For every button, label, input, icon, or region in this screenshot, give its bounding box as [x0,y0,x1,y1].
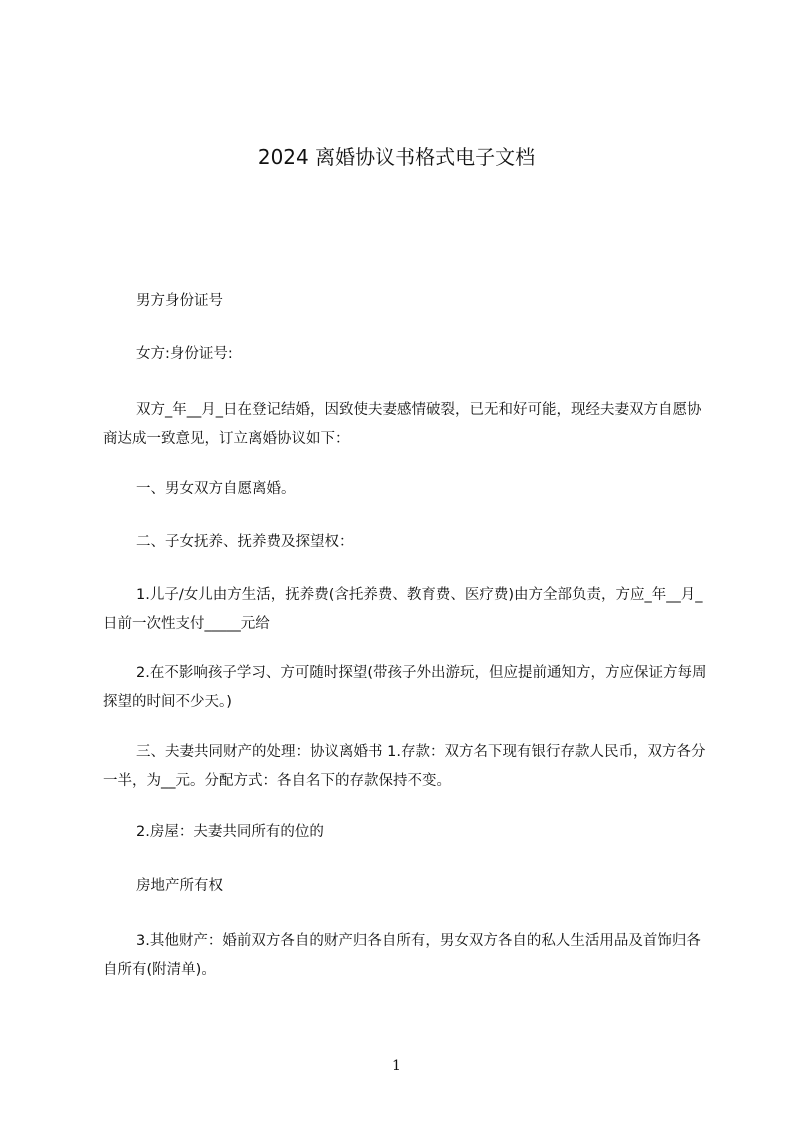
paragraph-real-estate: 房地产所有权 [136,878,223,894]
paragraph-female-id: 女方:身份证号: [136,346,233,362]
paragraph-marriage-statement: 双方_年__月_日在登记结婚，因致使夫妻感情破裂，已无和好可能，现经夫妻双方自愿协商达成一致意见，订立离婚协议如下： [103,402,702,447]
page-number: 1 [392,1058,401,1074]
paragraph-house: 2.房屋：夫妻共同所有的位的 [136,824,324,840]
paragraph-visitation: 2.在不影响孩子学习、方可随时探望(带孩子外出游玩，但应提前通知方，方应保证方每周探望的时间不少天。) [103,665,707,710]
paragraph-male-id: 男方身份证号 [136,293,223,309]
paragraph-section-one: 一、男女双方自愿离婚。 [136,481,296,497]
paragraph-child-custody: 1.儿子/女儿由方生活，抚养费(含托养费、教育费、医疗费)由方全部负责，方应_年__月_日前一次性支付_____元给 [103,587,703,632]
paragraph-section-three: 三、夫妻共同财产的处理：协议离婚书 1.存款：双方名下现有银行存款人民币，双方各分一半，为__元。分配方式：各自名下的存款保持不变。 [103,744,706,789]
paragraph-section-two: 二、子女抚养、抚养费及探望权： [136,534,354,550]
document-title: 2024 离婚协议书格式电子文档 [257,145,536,169]
paragraph-other-property: 3.其他财产：婚前双方各自的财产归各自所有，男女双方各自的私人生活用品及首饰归各自所有(附清单)。 [103,933,701,978]
